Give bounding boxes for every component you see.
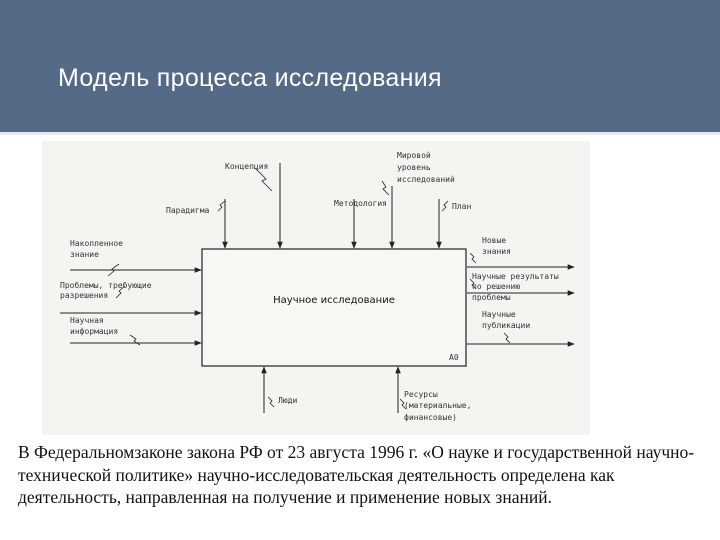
label-accumulated-knowledge: Накопленное знание [70, 239, 123, 259]
label-world-level: Мировой уровень исследований [397, 151, 455, 184]
squiggle-world-level [382, 181, 389, 195]
squiggle-new-knowledge [470, 253, 476, 263]
label-plan: План [452, 202, 472, 211]
squiggle-publications [504, 333, 510, 343]
activity-title: Научное исследование [273, 295, 395, 306]
body-paragraph: В Федеральномзаконе закона РФ от 23 августа 1996 г. «О науке и государственной научно-технической политике» научно-исследовательская деятельность определена как деятельность, направленная на получение и применение новых знаний. [18, 442, 695, 507]
label-resources: Ресурсы (материальные, финансовые) [404, 390, 472, 422]
label-methodology: Методология [334, 199, 387, 208]
label-scientific-info: Научная информация [70, 316, 119, 336]
label-people: Люди [278, 396, 298, 405]
idef0-diagram [42, 141, 590, 435]
diagram-canvas [42, 141, 590, 435]
label-new-knowledge: Новые знания [482, 236, 511, 256]
label-concept: Концепция [225, 162, 269, 171]
squiggle-people [268, 397, 274, 407]
squiggle-plan [442, 201, 448, 211]
label-scientific-results: Научные результаты по решению проблемы [472, 272, 559, 302]
activity-box [202, 249, 466, 366]
squiggle-paradigm [218, 201, 225, 211]
title-band [0, 0, 720, 135]
squiggle-concept [255, 168, 272, 191]
node-id: A0 [449, 353, 459, 362]
label-paradigm: Парадигма [166, 206, 210, 215]
label-publications: Научные публикации [482, 310, 531, 330]
label-problems: Проблемы, требующие разрешения [60, 281, 152, 300]
page-title: Модель процесса исследования [58, 64, 442, 92]
